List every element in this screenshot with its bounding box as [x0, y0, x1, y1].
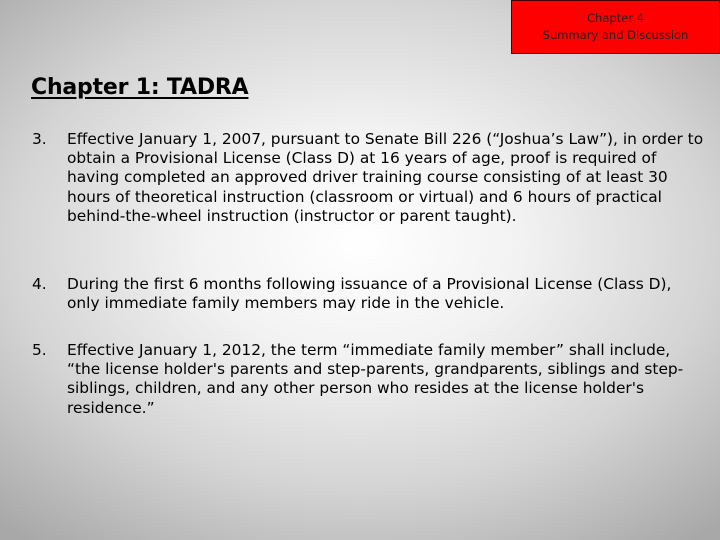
- list-item: [32, 130, 704, 226]
- chapter-tag-line1: Chapter 4: [587, 11, 644, 25]
- list-item-text: During the first 6 months following issuance of a Provisional License (Class D), only immediate family members may ride in the vehicle.: [67, 275, 672, 313]
- list-item-number: 5.: [32, 341, 47, 359]
- slide-title: Chapter 1: TADRA: [31, 75, 249, 100]
- list-item-text: Effective January 1, 2012, the term “immediate family member” shall include, “the license holder's parents and step-parents, grandparents, siblings and step-siblings, children, and any other person who resides at the license holder's residence.”: [67, 341, 684, 417]
- list-item: [32, 275, 704, 313]
- list-item-number: 4.: [32, 275, 47, 293]
- list-item-number: 3.: [32, 130, 47, 148]
- chapter-tag: [511, 0, 720, 54]
- list-item-text: Effective January 1, 2007, pursuant to Senate Bill 226 (“Joshua’s Law”), in order to obtain a Provisional License (Class D) at 16 years of age, proof is required of having completed an approved driver training course consisting of at least 30 hours of theoretical instruction (classroom or virtual) and 6 hours of practical behind-the-wheel instruction (instructor or parent taught).: [67, 130, 704, 225]
- list-item: [32, 341, 704, 418]
- chapter-tag-line2: Summary and Discussion: [542, 28, 689, 42]
